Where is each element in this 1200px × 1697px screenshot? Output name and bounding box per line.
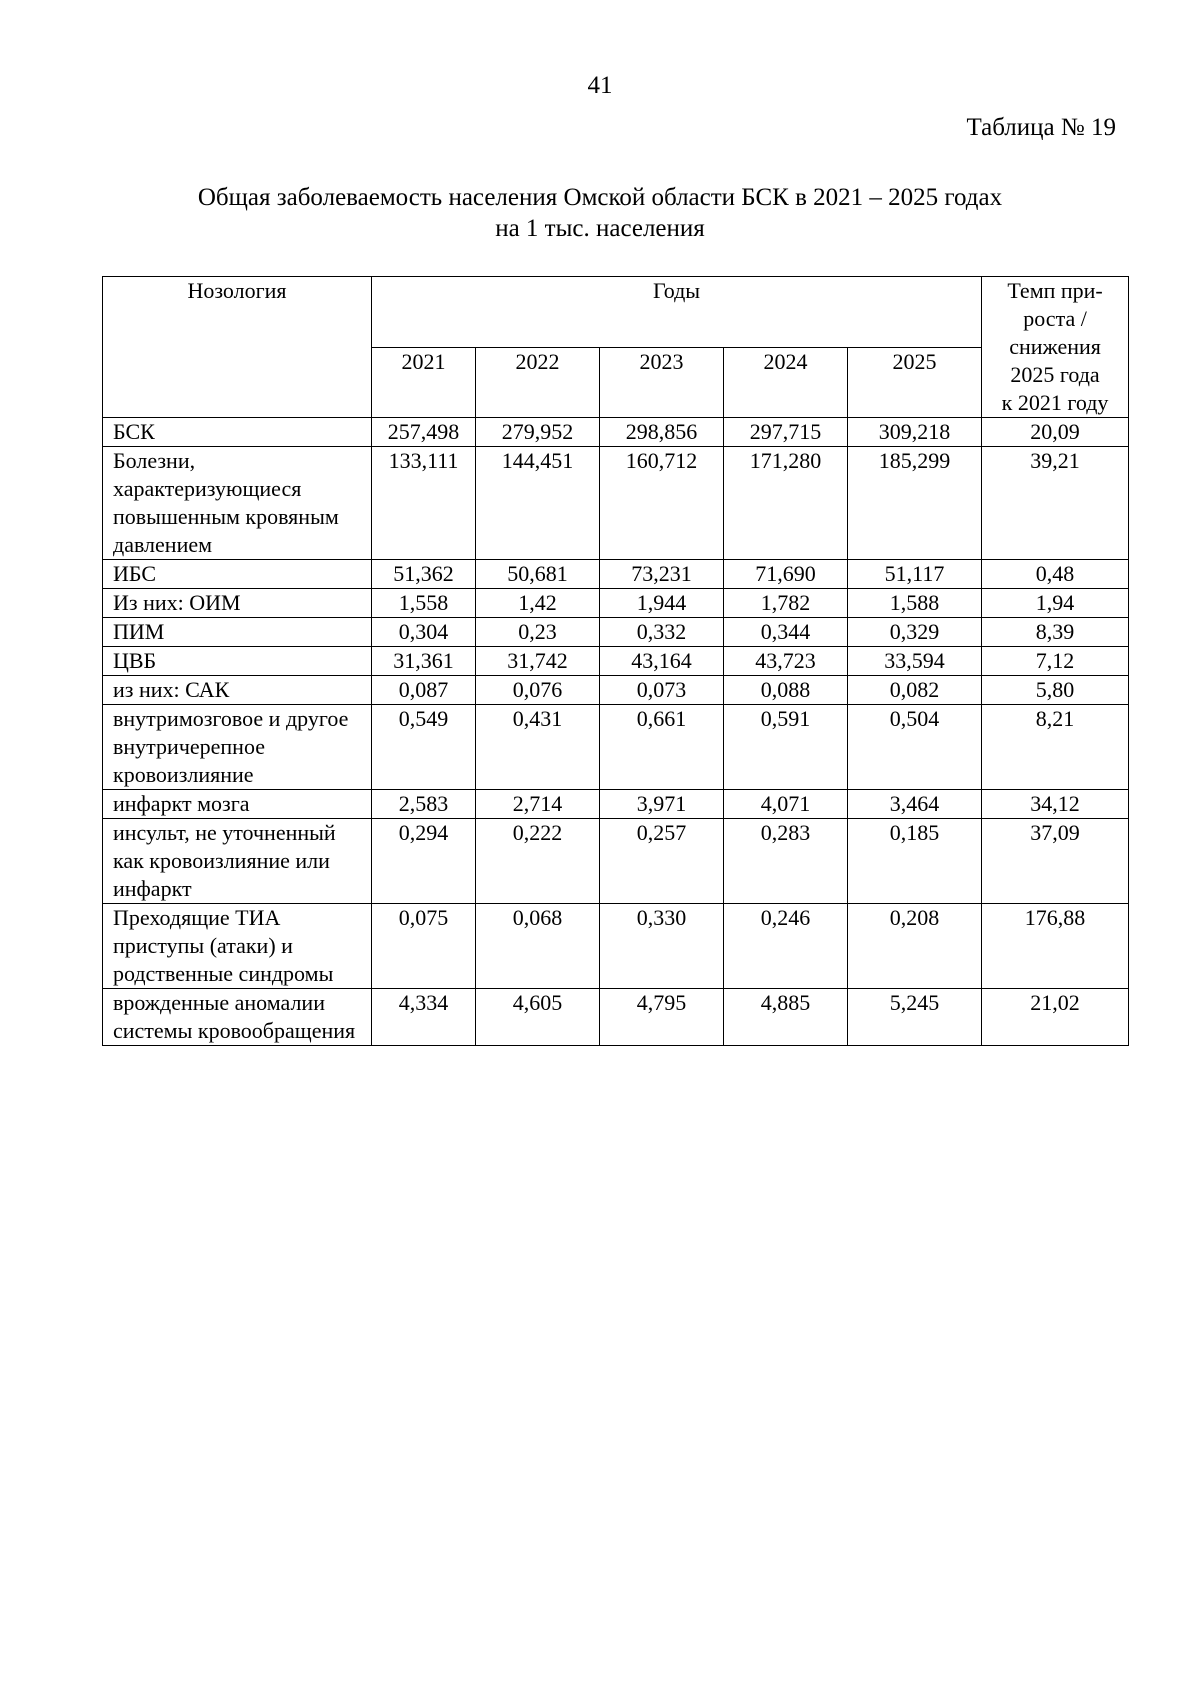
row-nosology: внутримозговое и другое внутричерепное кровоизлияние <box>103 705 372 790</box>
row-value-2022: 144,451 <box>476 447 600 560</box>
row-value-2024: 0,088 <box>724 676 848 705</box>
row-value-2024: 71,690 <box>724 560 848 589</box>
row-value-2025: 0,208 <box>848 904 982 989</box>
row-value-2023: 298,856 <box>600 418 724 447</box>
row-value-2025: 0,185 <box>848 819 982 904</box>
row-value-2021: 0,075 <box>372 904 476 989</box>
row-value-2021: 257,498 <box>372 418 476 447</box>
row-value-2022: 0,222 <box>476 819 600 904</box>
row-value-2025: 309,218 <box>848 418 982 447</box>
row-value-2021: 31,361 <box>372 647 476 676</box>
row-nosology: БСК <box>103 418 372 447</box>
row-value-2024: 43,723 <box>724 647 848 676</box>
table-row <box>103 904 1129 989</box>
header-year: 2025 <box>848 347 982 418</box>
row-rate: 8,21 <box>982 705 1129 790</box>
row-rate: 34,12 <box>982 790 1129 819</box>
table-row <box>103 647 1129 676</box>
row-value-2022: 0,068 <box>476 904 600 989</box>
row-value-2025: 0,504 <box>848 705 982 790</box>
row-value-2024: 0,246 <box>724 904 848 989</box>
row-nosology: ИБС <box>103 560 372 589</box>
row-value-2022: 0,431 <box>476 705 600 790</box>
header-year: 2023 <box>600 347 724 418</box>
row-nosology: из них: САК <box>103 676 372 705</box>
row-value-2025: 5,245 <box>848 989 982 1046</box>
row-nosology: Преходящие ТИА приступы (атаки) и родственные синдромы <box>103 904 372 989</box>
row-value-2022: 2,714 <box>476 790 600 819</box>
morbidity-table <box>102 276 1129 1046</box>
row-value-2021: 51,362 <box>372 560 476 589</box>
row-value-2025: 185,299 <box>848 447 982 560</box>
table-row <box>103 989 1129 1046</box>
table-row <box>103 705 1129 790</box>
row-rate: 1,94 <box>982 589 1129 618</box>
row-value-2022: 279,952 <box>476 418 600 447</box>
row-value-2025: 3,464 <box>848 790 982 819</box>
row-value-2023: 0,330 <box>600 904 724 989</box>
header-rate: Темп при- роста / снижения 2025 года к 2021 году <box>982 277 1129 418</box>
header-year: 2022 <box>476 347 600 418</box>
header-year: 2024 <box>724 347 848 418</box>
row-value-2023: 0,257 <box>600 819 724 904</box>
row-value-2023: 0,332 <box>600 618 724 647</box>
row-rate: 0,48 <box>982 560 1129 589</box>
table-row <box>103 447 1129 560</box>
table-title <box>0 182 1200 244</box>
row-value-2025: 1,588 <box>848 589 982 618</box>
row-value-2024: 0,591 <box>724 705 848 790</box>
row-value-2021: 0,294 <box>372 819 476 904</box>
row-value-2021: 4,334 <box>372 989 476 1046</box>
row-nosology: Болезни, характеризующиеся повышенным кровяным давлением <box>103 447 372 560</box>
table-row <box>103 589 1129 618</box>
row-rate: 176,88 <box>982 904 1129 989</box>
row-value-2021: 0,304 <box>372 618 476 647</box>
table-body <box>103 418 1129 1046</box>
row-value-2024: 0,344 <box>724 618 848 647</box>
row-value-2023: 4,795 <box>600 989 724 1046</box>
row-nosology: Из них: ОИМ <box>103 589 372 618</box>
row-value-2023: 73,231 <box>600 560 724 589</box>
row-value-2024: 171,280 <box>724 447 848 560</box>
row-value-2022: 1,42 <box>476 589 600 618</box>
row-value-2023: 0,073 <box>600 676 724 705</box>
page-number: 41 <box>587 72 613 99</box>
table-title-line-1: Общая заболеваемость населения Омской области БСК в 2021 – 2025 годах <box>197 184 1003 211</box>
row-value-2025: 0,082 <box>848 676 982 705</box>
row-nosology: ЦВБ <box>103 647 372 676</box>
row-value-2021: 0,087 <box>372 676 476 705</box>
row-value-2025: 51,117 <box>848 560 982 589</box>
row-value-2021: 133,111 <box>372 447 476 560</box>
row-value-2023: 43,164 <box>600 647 724 676</box>
row-value-2024: 4,885 <box>724 989 848 1046</box>
row-value-2022: 0,076 <box>476 676 600 705</box>
row-value-2024: 0,283 <box>724 819 848 904</box>
row-value-2022: 31,742 <box>476 647 600 676</box>
table-title-line-2: на 1 тыс. населения <box>495 215 705 242</box>
row-rate: 5,80 <box>982 676 1129 705</box>
row-value-2023: 0,661 <box>600 705 724 790</box>
row-rate: 7,12 <box>982 647 1129 676</box>
row-value-2025: 33,594 <box>848 647 982 676</box>
table-row <box>103 418 1129 447</box>
row-value-2024: 1,782 <box>724 589 848 618</box>
row-value-2024: 297,715 <box>724 418 848 447</box>
row-value-2021: 2,583 <box>372 790 476 819</box>
header-row-1 <box>103 277 1129 348</box>
table-row <box>103 676 1129 705</box>
row-value-2021: 0,549 <box>372 705 476 790</box>
row-nosology: инсульт, не уточненный как кровоизлияние или инфаркт <box>103 819 372 904</box>
row-value-2025: 0,329 <box>848 618 982 647</box>
table-label: Таблица № 19 <box>966 114 1116 141</box>
table-row <box>103 819 1129 904</box>
header-nosology: Нозология <box>103 277 372 418</box>
table-row <box>103 618 1129 647</box>
row-value-2022: 0,23 <box>476 618 600 647</box>
row-value-2024: 4,071 <box>724 790 848 819</box>
row-value-2023: 1,944 <box>600 589 724 618</box>
header-years-group: Годы <box>372 277 982 348</box>
table-row <box>103 560 1129 589</box>
header-year: 2021 <box>372 347 476 418</box>
row-nosology: ПИМ <box>103 618 372 647</box>
row-rate: 39,21 <box>982 447 1129 560</box>
table-row <box>103 790 1129 819</box>
row-rate: 37,09 <box>982 819 1129 904</box>
row-value-2021: 1,558 <box>372 589 476 618</box>
row-nosology: врожденные аномалии системы кровообращения <box>103 989 372 1046</box>
row-nosology: инфаркт мозга <box>103 790 372 819</box>
row-value-2022: 4,605 <box>476 989 600 1046</box>
row-value-2023: 160,712 <box>600 447 724 560</box>
row-value-2023: 3,971 <box>600 790 724 819</box>
row-rate: 20,09 <box>982 418 1129 447</box>
row-value-2022: 50,681 <box>476 560 600 589</box>
row-rate: 21,02 <box>982 989 1129 1046</box>
row-rate: 8,39 <box>982 618 1129 647</box>
